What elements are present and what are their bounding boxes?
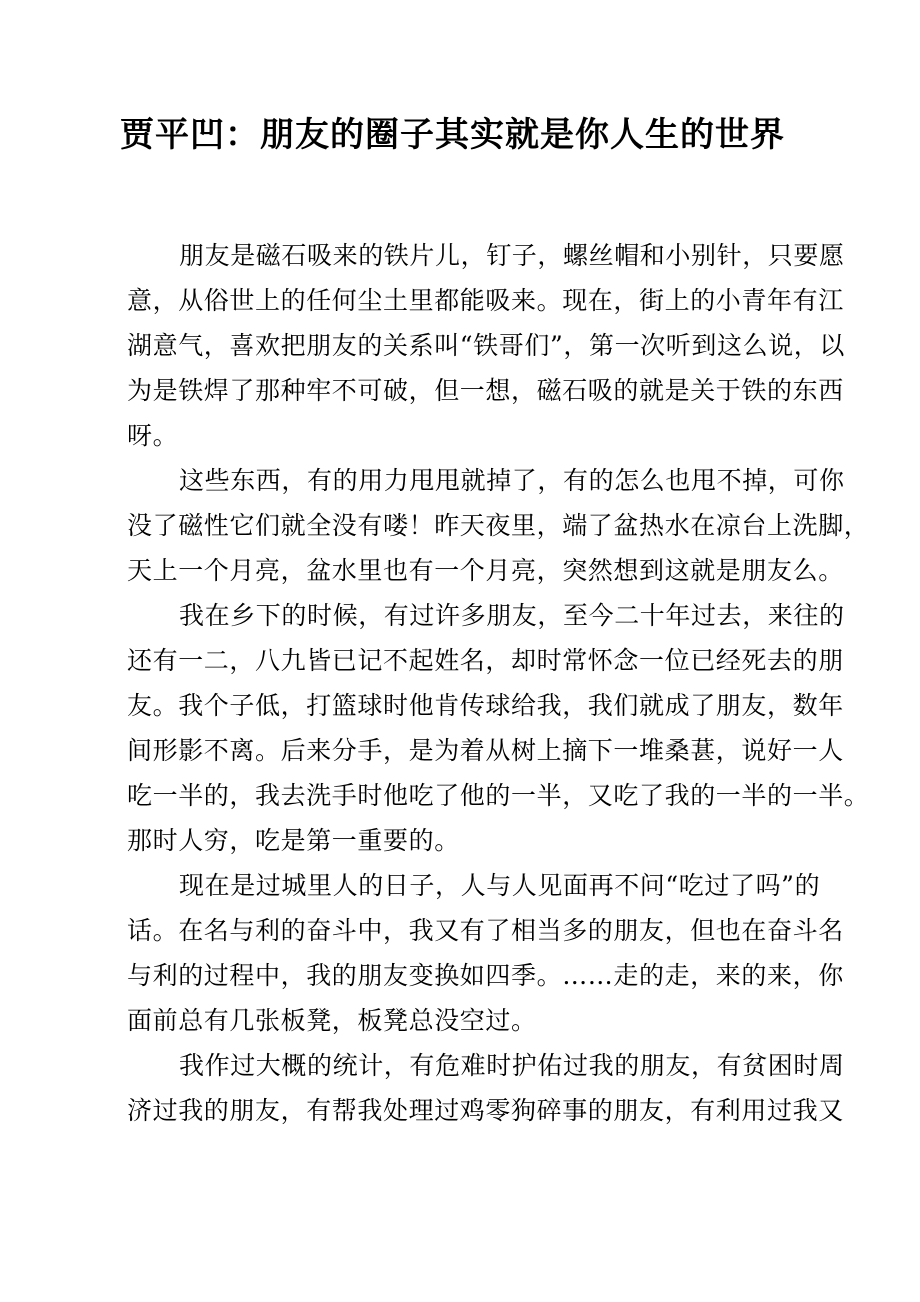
text-line: 吃一半的，我去洗手时他吃了他的一半，又吃了我的一半的一半。 [127,781,870,810]
text-line: 那时人穷，吃是第一重要的。 [127,826,460,855]
text-line: 间形影不离。后来分手，是为着从树上摘下一堆桑葚，说好一人 [127,736,844,765]
paragraph [127,593,870,863]
article-body [127,233,870,1133]
text-line: 现在是过城里人的日子，人与人见面再不问“吃过了吗”的 [179,871,821,900]
text-line: 呀。 [127,421,179,450]
paragraph [127,863,844,1043]
text-line: 天上一个月亮，盆水里也有一个月亮，突然想到这就是朋友么。 [127,556,844,585]
text-line: 湖意气，喜欢把朋友的关系叫“铁哥们”，第一次听到这么说，以 [127,331,845,360]
paragraph [127,233,845,458]
text-line: 友。我个子低，打篮球时他肯传球给我，我们就成了朋友，数年 [127,691,844,720]
text-line: 我作过大概的统计，有危难时护佑过我的朋友，有贫困时周 [179,1051,845,1080]
document-title: 贾平凹：朋友的圈子其实就是你人生的世界 [120,115,785,155]
text-line: 还有一二，八九皆已记不起姓名，却时常怀念一位已经死去的朋 [127,646,844,675]
text-line: 我在乡下的时候，有过许多朋友，至今二十年过去，来往的 [179,601,845,630]
text-line: 为是铁焊了那种牢不可破，但一想，磁石吸的就是关于铁的东西 [127,376,844,405]
text-line: 与利的过程中，我的朋友变换如四季。……走的走，来的来，你 [127,961,844,990]
paragraph [127,1043,845,1133]
text-line: 济过我的朋友，有帮我处理过鸡零狗碎事的朋友，有利用过我又 [127,1096,844,1125]
text-line: 这些东西，有的用力甩甩就掉了，有的怎么也甩不掉，可你 [179,466,845,495]
text-line: 话。在名与利的奋斗中，我又有了相当多的朋友，但也在奋斗名 [127,916,844,945]
paragraph [127,458,870,593]
text-line: 没了磁性它们就全没有喽！昨天夜里，端了盆热水在凉台上洗脚， [127,511,870,540]
text-line: 面前总有几张板凳，板凳总没空过。 [127,1006,537,1035]
text-line: 朋友是磁石吸来的铁片儿，钉子，螺丝帽和小别针，只要愿 [179,241,845,270]
text-line: 意，从俗世上的任何尘土里都能吸来。现在，街上的小青年有江 [127,286,844,315]
